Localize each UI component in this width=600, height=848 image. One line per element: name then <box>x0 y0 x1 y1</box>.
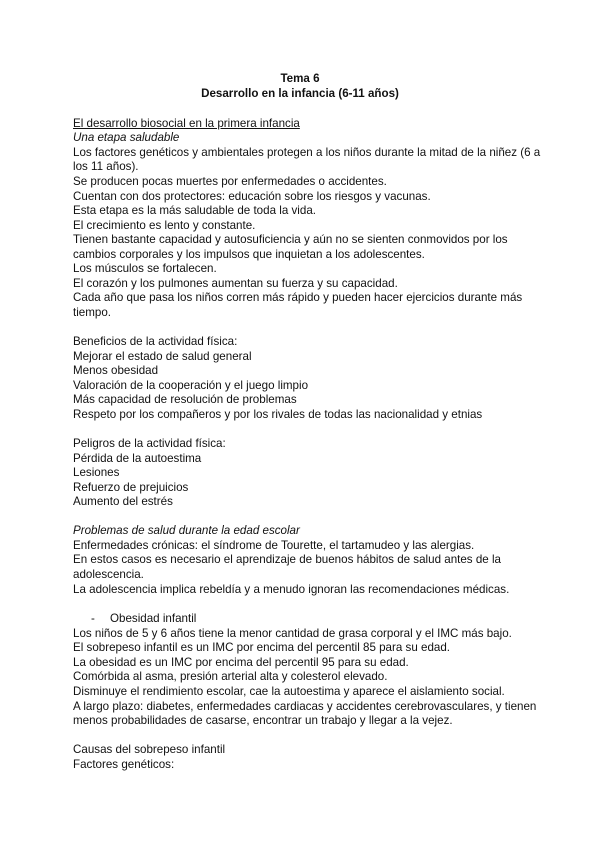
text-line: La adolescencia implica rebeldía y a menudo ignoran las recomendaciones médicas. <box>73 583 510 596</box>
text-line: A largo plazo: diabetes, enfermedades cardiacas y accidentes cerebrovasculares, y tienen <box>73 700 537 713</box>
list-item: Pérdida de la autoestima <box>73 452 202 465</box>
text-line: Comórbida al asma, presión arterial alta y colesterol elevado. <box>73 670 388 683</box>
dangers-heading: Peligros de la actividad física: <box>73 437 226 450</box>
list-item: Refuerzo de prejuicios <box>73 481 189 494</box>
obesity-bullet-heading: Obesidad infantil <box>110 612 197 625</box>
text-line: La obesidad es un IMC por encima del percentil 95 para su edad. <box>73 656 409 669</box>
text-line: adolescencia. <box>73 568 144 581</box>
text-line: Factores genéticos: <box>73 758 175 771</box>
text-line: Los niños de 5 y 6 años tiene la menor cantidad de grasa corporal y el IMC más bajo. <box>73 627 512 640</box>
section-subheading: Una etapa saludable <box>73 131 180 144</box>
list-item: Respeto por los compañeros y por los rivales de todas las nacionalidad y etnias <box>73 408 483 421</box>
text-line: El corazón y los pulmones aumentan su fuerza y su capacidad. <box>73 277 398 290</box>
text-line: los 11 años). <box>73 160 139 173</box>
list-item: Lesiones <box>73 466 120 479</box>
text-line: El crecimiento es lento y constante. <box>73 219 256 232</box>
text-line: Esta etapa es la más saludable de toda la vida. <box>73 204 316 217</box>
list-item: Mejorar el estado de salud general <box>73 350 252 363</box>
text-line: Los factores genéticos y ambientales protegen a los niños durante la mitad de la niñez (6 a <box>73 146 541 159</box>
text-line: En estos casos es necesario el aprendizaje de buenos hábitos de salud antes de la <box>73 553 501 566</box>
list-item: Más capacidad de resolución de problemas <box>73 393 297 406</box>
text-line: Tienen bastante capacidad y autosuficiencia y aún no se sienten conmovidos por los <box>73 233 508 246</box>
text-line: Los músculos se fortalecen. <box>73 262 217 275</box>
text-line: Cada año que pasa los niños corren más rápido y pueden hacer ejercicios durante más <box>73 291 523 304</box>
page-title: Desarrollo en la infancia (6-11 años) <box>201 87 399 100</box>
text-line: Enfermedades crónicas: el síndrome de Tourette, el tartamudeo y las alergias. <box>73 539 475 552</box>
health-subheading: Problemas de salud durante la edad escolar <box>73 524 300 537</box>
text-line: El sobrepeso infantil es un IMC por encima del percentil 85 para su edad. <box>73 641 451 654</box>
list-item: Menos obesidad <box>73 364 159 377</box>
list-item: Aumento del estrés <box>73 495 173 508</box>
text-line: Disminuye el rendimiento escolar, cae la autoestima y aparece el aislamiento social. <box>73 685 505 698</box>
causes-heading: Causas del sobrepeso infantil <box>73 743 226 756</box>
text-line: tiempo. <box>73 306 112 319</box>
benefits-heading: Beneficios de la actividad física: <box>73 335 238 348</box>
section-heading: El desarrollo biosocial en la primera infancia <box>73 117 300 130</box>
text-line: menos probabilidades de casarse, encontrar un trabajo y llegar a la vejez. <box>73 714 453 727</box>
list-item: Valoración de la cooperación y el juego limpio <box>73 379 309 392</box>
topic-number: Tema 6 <box>280 72 320 85</box>
bullet-dash: - <box>91 612 95 625</box>
text-line: Se producen pocas muertes por enfermedades o accidentes. <box>73 175 387 188</box>
text-line: cambios corporales y los impulsos que inquietan a los adolescentes. <box>73 248 425 261</box>
text-line: Cuentan con dos protectores: educación sobre los riesgos y vacunas. <box>73 190 431 203</box>
